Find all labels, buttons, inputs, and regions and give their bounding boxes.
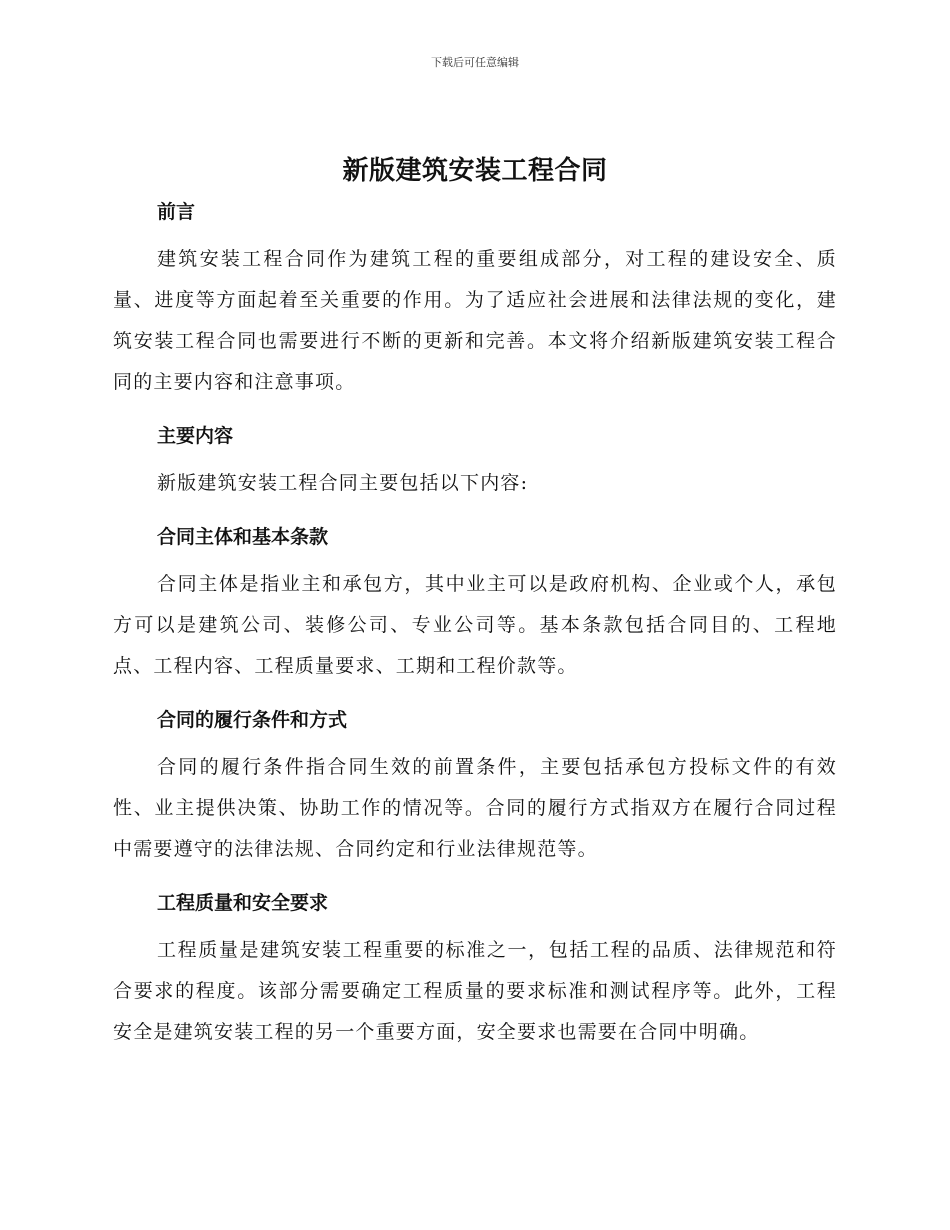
section-heading-quality-safety: 工程质量和安全要求: [157, 892, 329, 914]
paragraph-main-content: 新版建筑安装工程合同主要包括以下内容:: [157, 472, 529, 494]
paragraph-quality-safety: 工程质量是建筑安装工程重要的标准之一，包括工程的品质、法律规范和符合要求的程度。该部分需要确定工程质量的要求标准和测试程序等。此外，工程安全是建筑安装工程的另一个重要方面，安全要求也需要在合同中明确。: [113, 939, 837, 1043]
paragraph-performance: 合同的履行条件指合同生效的前置条件，主要包括承包方投标文件的有效性、业主提供决策、协助工作的情况等。合同的履行方式指双方在履行合同过程中需要遵守的法律法规、合同约定和行业法律规范等。: [113, 756, 837, 860]
section-heading-preface: 前言: [157, 201, 196, 223]
section-heading-performance: 合同的履行条件和方式: [157, 709, 348, 731]
document-body: [113, 195, 837, 1053]
header-note: 下载后可任意编辑: [431, 56, 519, 69]
section-heading-parties-terms: 合同主体和基本条款: [157, 526, 329, 548]
paragraph-preface: 建筑安装工程合同作为建筑工程的重要组成部分，对工程的建设安全、质量、进度等方面起着至关重要的作用。为了适应社会进展和法律法规的变化，建筑安装工程合同也需要进行不断的更新和完善。本文将介绍新版建筑安装工程合同的主要内容和注意事项。: [113, 248, 837, 393]
paragraph-parties-terms: 合同主体是指业主和承包方，其中业主可以是政府机构、企业或个人，承包方可以是建筑公司、装修公司、专业公司等。基本条款包括合同目的、工程地点、工程内容、工程质量要求、工期和工程价款等。: [113, 573, 837, 677]
document-title: 新版建筑安装工程合同: [342, 156, 608, 186]
section-heading-main-content: 主要内容: [157, 425, 234, 447]
